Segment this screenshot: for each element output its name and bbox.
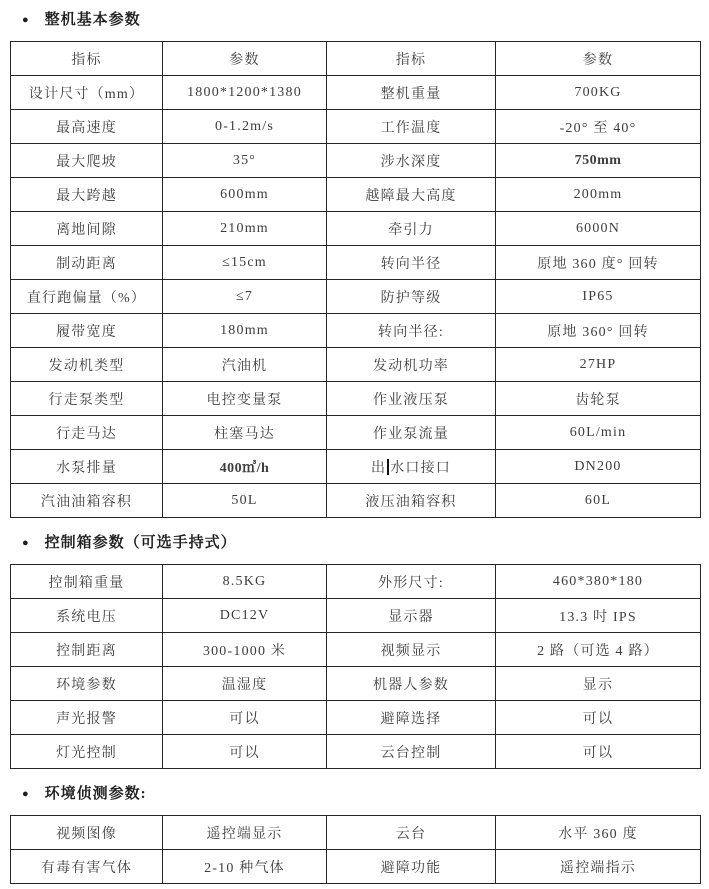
table-cell: 最大跨越	[11, 178, 163, 212]
table-cell: 发动机类型	[11, 348, 163, 382]
column-header: 指标	[11, 42, 163, 76]
table-cell: 电控变量泵	[163, 382, 327, 416]
table-cell: 1800*1200*1380	[163, 76, 327, 110]
table-row	[11, 280, 701, 314]
table-cell: 视频图像	[11, 816, 163, 850]
table-row	[11, 416, 701, 450]
table-cell: 60L	[496, 484, 701, 518]
table-cell: 6000N	[496, 212, 701, 246]
table-row	[11, 348, 701, 382]
text-cursor	[387, 459, 389, 475]
table-cell: 灯光控制	[11, 735, 163, 769]
table-cell: 水泵排量	[11, 450, 163, 484]
table-cell: 50L	[163, 484, 327, 518]
table-row	[11, 314, 701, 348]
table-row	[11, 701, 701, 735]
table-cell: 控制距离	[11, 633, 163, 667]
table-cell: 工作温度	[327, 110, 496, 144]
table-cell: 外形尺寸:	[327, 565, 496, 599]
table-cell: 2-10 种气体	[163, 850, 327, 884]
overall-params-table	[10, 41, 701, 518]
table-cell: 750mm	[496, 144, 701, 178]
table-cell: 可以	[496, 701, 701, 735]
table-cell: DC12V	[163, 599, 327, 633]
table-cell: 行走泵类型	[11, 382, 163, 416]
table-cell: -20° 至 40°	[496, 110, 701, 144]
table-cell: 系统电压	[11, 599, 163, 633]
table-cell: 400㎥/h	[163, 450, 327, 484]
table-cell: 210mm	[163, 212, 327, 246]
table-cell: 转向半径:	[327, 314, 496, 348]
table-cell: 越障最大高度	[327, 178, 496, 212]
table-cell: 有毒有害气体	[11, 850, 163, 884]
table-row	[11, 212, 701, 246]
table-cell: 可以	[163, 735, 327, 769]
table-row	[11, 178, 701, 212]
table-row	[11, 816, 701, 850]
table-cell: 0-1.2m/s	[163, 110, 327, 144]
table-cell: 遥控端指示	[496, 850, 701, 884]
table-cell: 行走马达	[11, 416, 163, 450]
column-header: 参数	[163, 42, 327, 76]
table-row	[11, 599, 701, 633]
table-cell: 牵引力	[327, 212, 496, 246]
table-cell: 机器人参数	[327, 667, 496, 701]
table-cell: 原地 360 度° 回转	[496, 246, 701, 280]
table-cell: 300-1000 米	[163, 633, 327, 667]
table-cell: 作业液压泵	[327, 382, 496, 416]
table-cell: 35°	[163, 144, 327, 178]
table-cell: 出 水口接口	[327, 450, 496, 484]
table-cell: ≤7	[163, 280, 327, 314]
table-header-row	[11, 42, 701, 76]
table-cell: 最高速度	[11, 110, 163, 144]
table-cell: 水平 360 度	[496, 816, 701, 850]
table-row	[11, 382, 701, 416]
table-cell: 云台	[327, 816, 496, 850]
table-cell: 视频显示	[327, 633, 496, 667]
table-cell: 700KG	[496, 76, 701, 110]
table-cell: 环境参数	[11, 667, 163, 701]
table-cell: 转向半径	[327, 246, 496, 280]
control-box-params-table	[10, 564, 701, 769]
section-heading-control-box	[10, 531, 700, 555]
bullet-icon: ●	[22, 788, 30, 800]
table-cell: ≤15cm	[163, 246, 327, 280]
bullet-icon: ●	[22, 14, 30, 26]
table-cell: 60L/min	[496, 416, 701, 450]
table-row	[11, 450, 701, 484]
table-cell: 180mm	[163, 314, 327, 348]
table-cell: 作业泵流量	[327, 416, 496, 450]
table-cell: 200mm	[496, 178, 701, 212]
table-cell: 可以	[496, 735, 701, 769]
section-title: 环境侦测参数:	[44, 786, 147, 802]
table-cell: 齿轮泵	[496, 382, 701, 416]
table-cell: 27HP	[496, 348, 701, 382]
table-cell: 2 路（可选 4 路）	[496, 633, 701, 667]
section-title: 整机基本参数	[44, 12, 141, 28]
table-cell: 发动机功率	[327, 348, 496, 382]
bullet-icon: ●	[22, 537, 30, 549]
table-row	[11, 667, 701, 701]
table-cell: 温湿度	[163, 667, 327, 701]
column-header: 指标	[327, 42, 496, 76]
table-cell: 整机重量	[327, 76, 496, 110]
table-row	[11, 633, 701, 667]
table-row	[11, 565, 701, 599]
table-row	[11, 850, 701, 884]
table-cell: 600mm	[163, 178, 327, 212]
table-row	[11, 735, 701, 769]
table-cell: 液压油箱容积	[327, 484, 496, 518]
table-cell: 控制箱重量	[11, 565, 163, 599]
table-row	[11, 246, 701, 280]
table-cell: 防护等级	[327, 280, 496, 314]
table-cell: 可以	[163, 701, 327, 735]
section-heading-overall	[10, 8, 700, 32]
table-cell: 13.3 吋 IPS	[496, 599, 701, 633]
table-cell: 柱塞马达	[163, 416, 327, 450]
table-cell: 制动距离	[11, 246, 163, 280]
section-heading-environment	[10, 782, 700, 806]
table-cell: 8.5KG	[163, 565, 327, 599]
section-title: 控制箱参数（可选手持式）	[44, 535, 237, 551]
table-cell: 履带宽度	[11, 314, 163, 348]
table-cell: 声光报警	[11, 701, 163, 735]
table-cell: 涉水深度	[327, 144, 496, 178]
environment-params-table	[10, 815, 701, 884]
table-row	[11, 76, 701, 110]
table-cell: 460*380*180	[496, 565, 701, 599]
table-cell: 遥控端显示	[163, 816, 327, 850]
column-header: 参数	[496, 42, 701, 76]
table-cell: 显示器	[327, 599, 496, 633]
table-cell: 直行跑偏量（%）	[11, 280, 163, 314]
table-cell: DN200	[496, 450, 701, 484]
table-row	[11, 484, 701, 518]
table-row	[11, 144, 701, 178]
table-cell: 离地间隙	[11, 212, 163, 246]
table-cell: 设计尺寸（mm）	[11, 76, 163, 110]
table-cell: 显示	[496, 667, 701, 701]
table-cell: 汽油油箱容积	[11, 484, 163, 518]
table-cell: 云台控制	[327, 735, 496, 769]
table-cell: 原地 360° 回转	[496, 314, 701, 348]
table-cell: 避障选择	[327, 701, 496, 735]
table-cell: 避障功能	[327, 850, 496, 884]
table-cell: 汽油机	[163, 348, 327, 382]
table-cell: IP65	[496, 280, 701, 314]
table-row	[11, 110, 701, 144]
table-cell: 最大爬坡	[11, 144, 163, 178]
